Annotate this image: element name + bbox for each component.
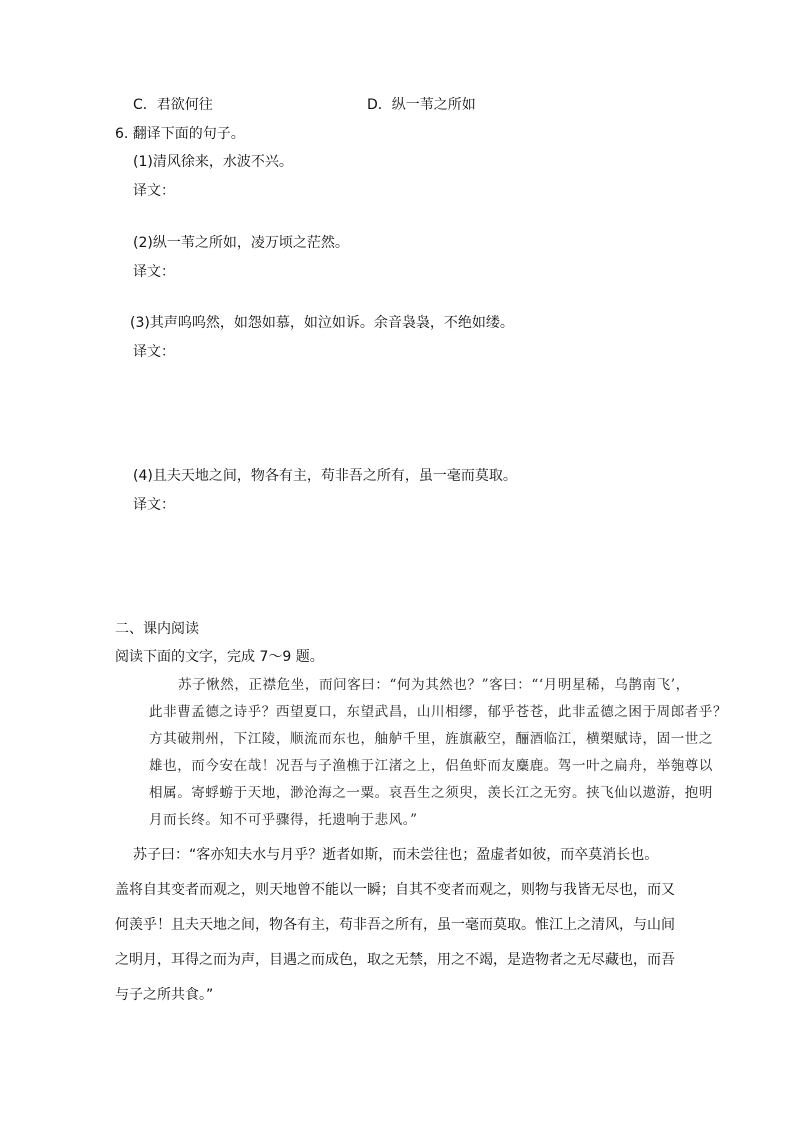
passage-line: 相属。寄蜉蝣于天地，渺沧海之一粟。哀吾生之须臾，羡长江之无穷。挟飞仙以遨游，抱明 <box>149 785 713 801</box>
q6-item-2-answer-label: 译文： <box>133 264 175 280</box>
q6-item-4-answer-label: 译文： <box>133 497 175 513</box>
q6-item-3-text: (3)其声呜呜然，如怨如慕，如泣如诉。余音袅袅，不绝如缕。 <box>130 315 514 331</box>
q6-item-1-text: (1)清风徐来，水波不兴。 <box>133 154 293 170</box>
option-d: D．纵一苇之所如 <box>367 97 476 113</box>
section-heading: 二、课内阅读 <box>115 621 199 637</box>
option-c: C．君欲何往 <box>133 97 213 113</box>
q6-item-3-answer-label: 译文： <box>133 344 175 360</box>
passage-line: 月而长终。知不可乎骤得，托遗响于悲风。” <box>149 812 418 828</box>
reply-line: 何羡乎！且夫天地之间，物各有主，苟非吾之所有，虽一毫而莫取。惟江上之清风，与山间 <box>115 917 675 933</box>
reading-instruction: 阅读下面的文字，完成 7～9 题。 <box>115 649 324 665</box>
reply-line: 与子之所共食。” <box>115 987 214 1003</box>
passage-line: 雄也，而今安在哉！况吾与子渔樵于江渚之上，侣鱼虾而友麋鹿。驾一叶之扁舟，举匏尊以 <box>149 758 713 774</box>
q6-item-1-answer-label: 译文： <box>133 183 175 199</box>
q6-item-2-text: (2)纵一苇之所如，凌万顷之茫然。 <box>133 235 349 251</box>
reply-line: 盖将自其变者而观之，则天地曾不能以一瞬；自其不变者而观之，则物与我皆无尽也，而又 <box>115 882 675 898</box>
q6-item-4-text: (4)且夫天地之间，物各有主，苟非吾之所有，虽一毫而莫取。 <box>133 468 517 484</box>
passage-line: 苏子愀然，正襟危坐，而问客曰：“何为其然也？”客曰：“‘月明星稀，乌鹊南飞’， <box>178 677 690 693</box>
question-6-title: 6. 翻译下面的句子。 <box>115 126 245 142</box>
reply-line: 苏子曰：“客亦知夫水与月乎？逝者如斯，而未尝往也；盈虚者如彼，而卒莫消长也。 <box>133 847 659 863</box>
passage-line: 方其破荆州，下江陵，顺流而东也，舳舻千里，旌旗蔽空，酾酒临江，横槊赋诗，固一世之 <box>149 731 713 747</box>
passage-line: 此非曹孟德之诗乎？西望夏口，东望武昌，山川相缪，郁乎苍苍，此非孟德之困于周郎者乎？ <box>149 704 728 720</box>
reply-line: 之明月，耳得之而为声，目遇之而成色，取之无禁，用之不竭，是造物者之无尽藏也，而吾 <box>115 952 675 968</box>
